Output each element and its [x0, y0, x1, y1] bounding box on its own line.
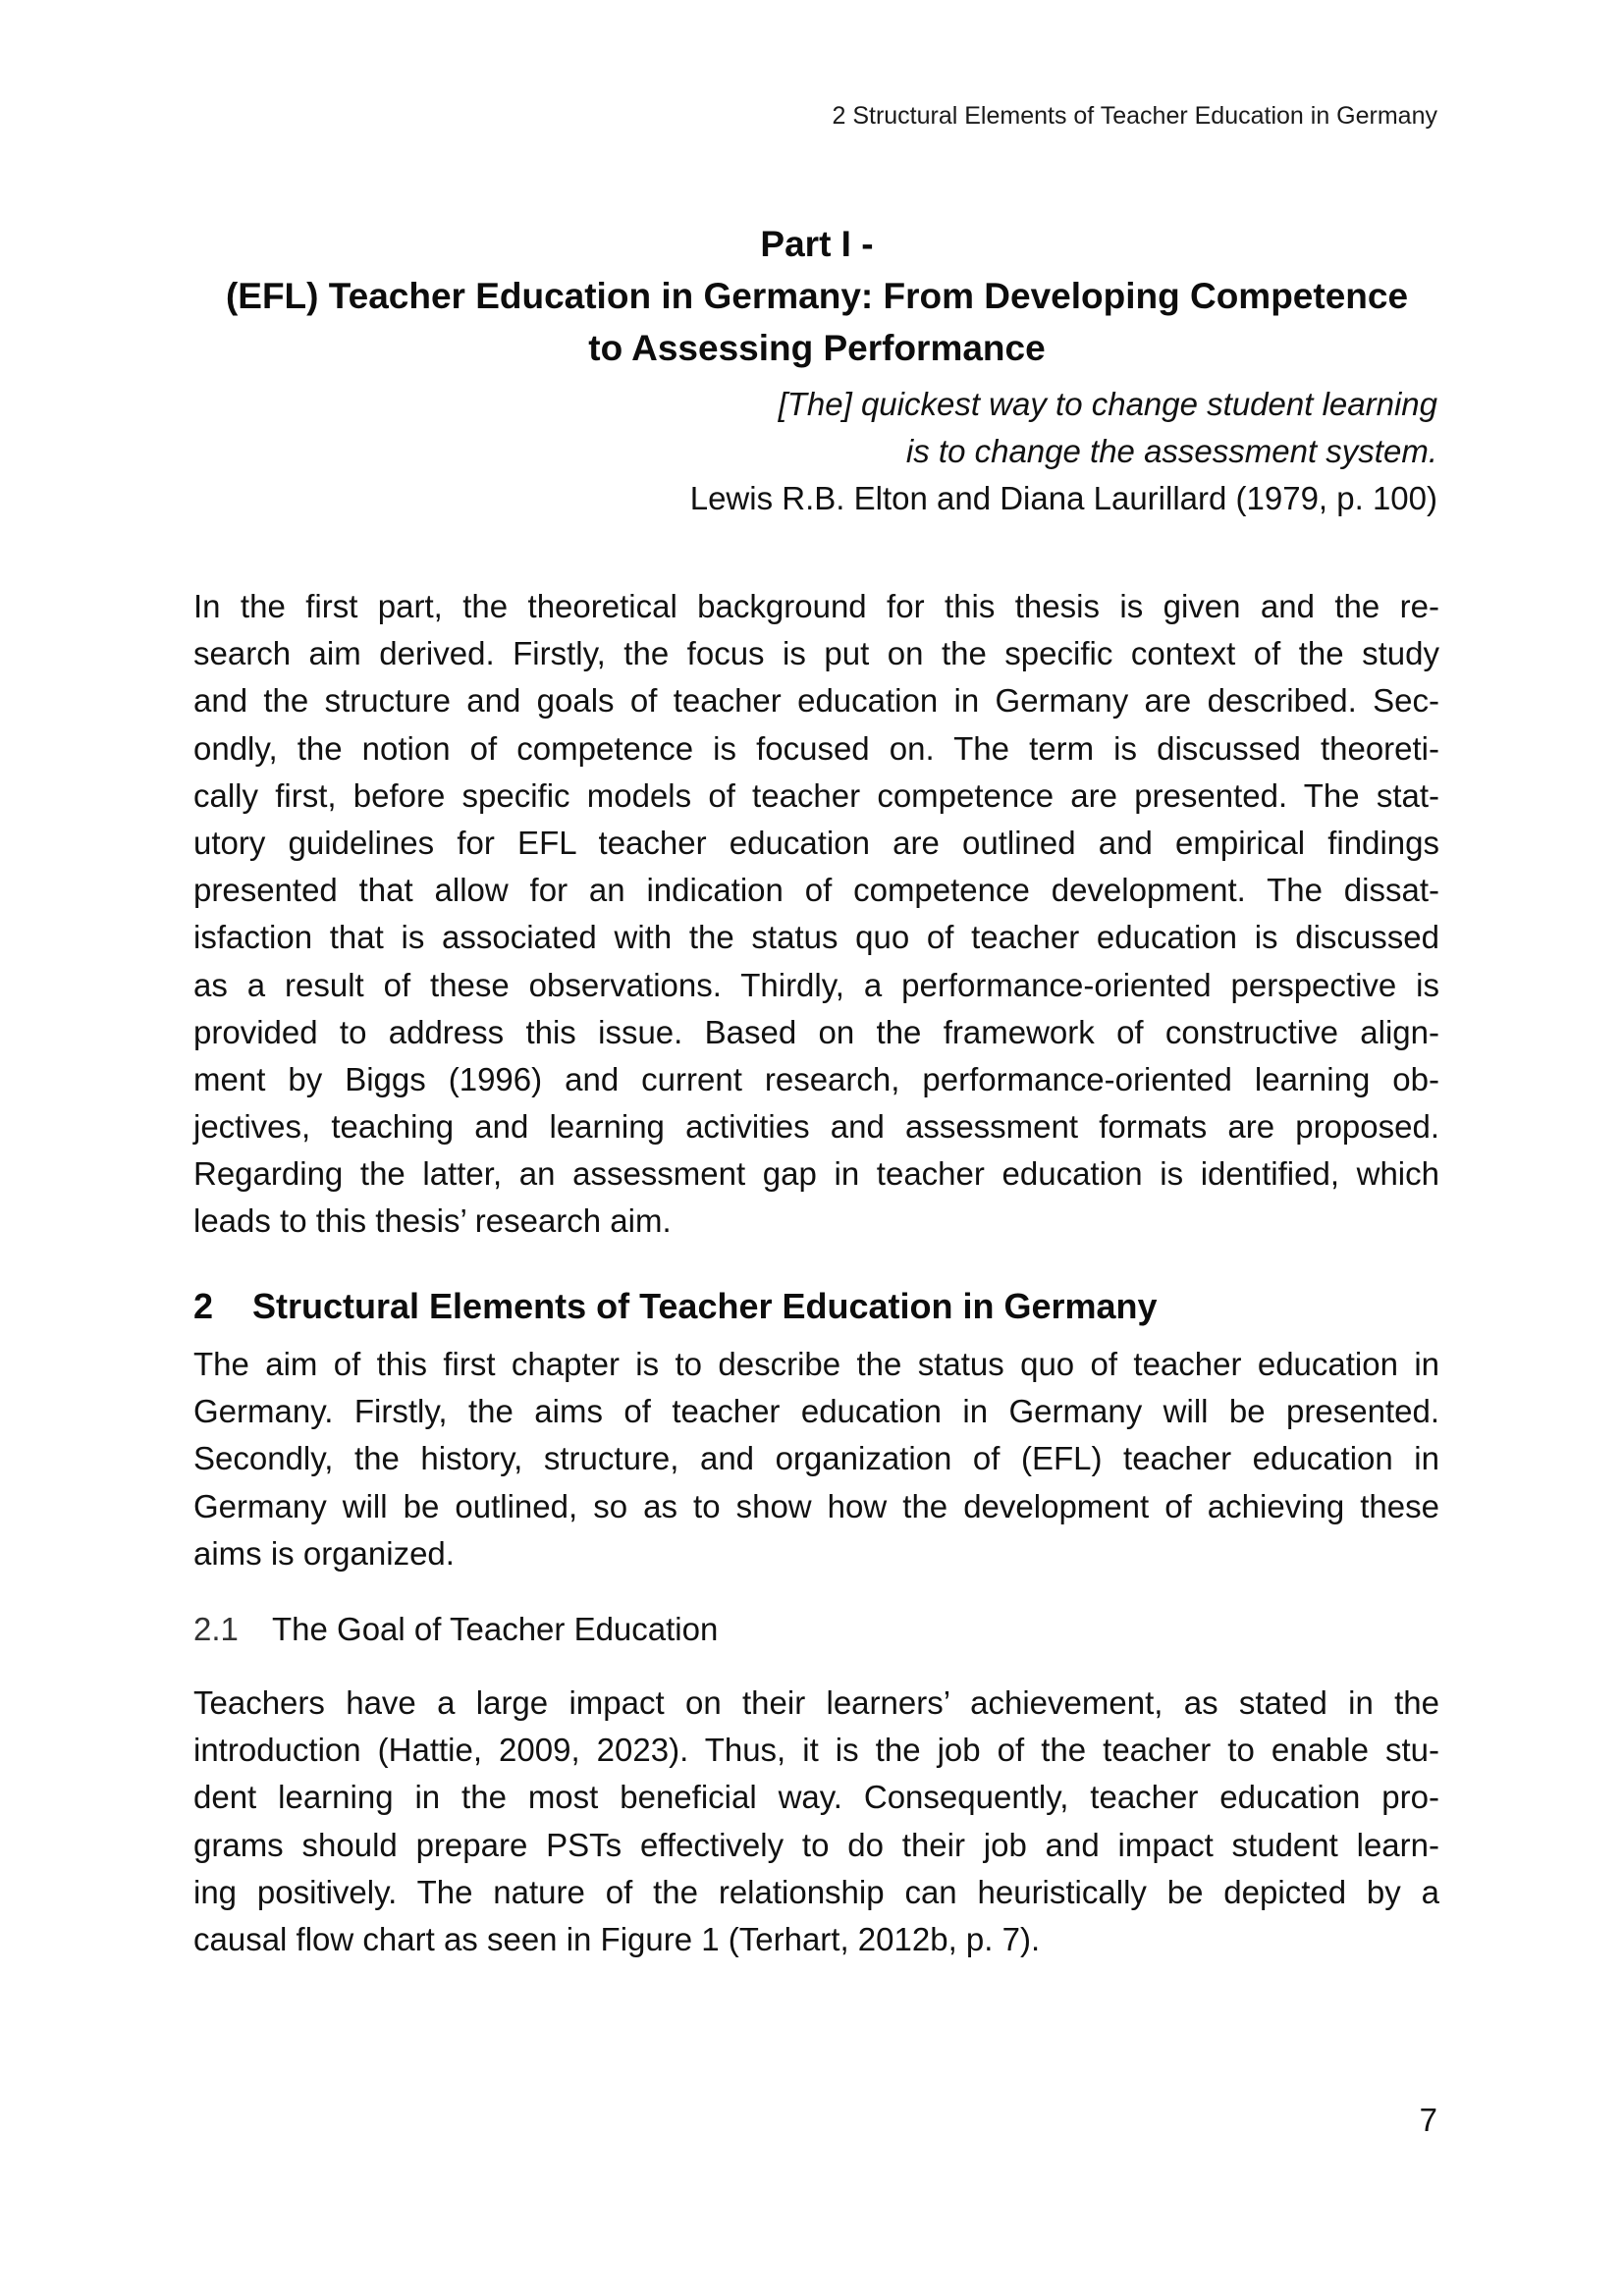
- paragraph-line: Teachers have a large impact on their learners’ achievement, as stated in the: [193, 1684, 1439, 1721]
- section-number: 2: [193, 1286, 214, 1326]
- paragraph-line: introduction (Hattie, 2009, 2023). Thus, it is the job of the teacher to enable stu-: [193, 1732, 1439, 1769]
- paragraph-line: jectives, teaching and learning activities and assessment formats are proposed.: [193, 1108, 1439, 1146]
- paragraph-line: Secondly, the history, structure, and organization of (EFL) teacher education in: [193, 1440, 1439, 1477]
- subsection-title: The Goal of Teacher Education: [272, 1611, 719, 1647]
- epigraph: [690, 381, 1437, 522]
- part-title: [193, 218, 1440, 374]
- section-paragraph: [193, 1341, 1439, 1577]
- paragraph-line: presented that allow for an indication of competence development. The dissat-: [193, 872, 1439, 909]
- page-number: 7: [1419, 2102, 1437, 2138]
- paragraph-line: causal flow chart as seen in Figure 1 (Terhart, 2012b, p. 7).: [193, 1920, 1041, 1957]
- paragraph-line: isfaction that is associated with the status quo of teacher education is discussed: [193, 919, 1439, 956]
- section-title: Structural Elements of Teacher Education in Germany: [252, 1286, 1158, 1326]
- paragraph-line: ondly, the notion of competence is focused on. The term is discussed theoreti-: [193, 729, 1439, 767]
- paragraph-line: Germany. Firstly, the aims of teacher education in Germany will be presented.: [193, 1393, 1439, 1430]
- part-title-subtitle: to Assessing Performance: [588, 328, 1046, 368]
- paragraph-line: provided to address this issue. Based on the framework of constructive align-: [193, 1013, 1439, 1050]
- intro-paragraph: [193, 583, 1439, 1246]
- paragraph-line: ing positively. The nature of the relationship can heuristically be depicted by a: [193, 1873, 1439, 1910]
- part-title-label: Part I -: [760, 224, 874, 264]
- paragraph-line: aims is organized.: [193, 1534, 455, 1572]
- epigraph-attribution: Lewis R.B. Elton and Diana Laurillard (1979, p. 100): [689, 480, 1437, 516]
- subsection-number: 2.1: [193, 1611, 239, 1647]
- running-header: 2 Structural Elements of Teacher Education in Germany: [832, 102, 1437, 130]
- paragraph-line: dent learning in the most beneficial way. Consequently, teacher education pro-: [193, 1779, 1439, 1816]
- paragraph-line: cally first, before specific models of teacher competence are presented. The stat-: [193, 776, 1439, 814]
- paragraph-line: leads to this thesis’ research aim.: [193, 1202, 672, 1240]
- paragraph-line: utory guidelines for EFL teacher education are outlined and empirical findings: [193, 824, 1439, 861]
- epigraph-quote-line: is to change the assessment system.: [905, 433, 1437, 469]
- paragraph-line: and the structure and goals of teacher education in Germany are described. Sec-: [193, 682, 1439, 720]
- subsection-paragraph: [193, 1680, 1439, 1963]
- paragraph-line: The aim of this first chapter is to describe the status quo of teacher education in: [193, 1346, 1439, 1382]
- paragraph-line: as a result of these observations. Thirdly, a performance-oriented perspective is: [193, 966, 1439, 1003]
- paragraph-line: Germany will be outlined, so as to show how the development of achieving these: [193, 1487, 1439, 1524]
- paragraph-line: In the first part, the theoretical background for this thesis is given and the re-: [193, 588, 1439, 624]
- paragraph-line: Regarding the latter, an assessment gap in teacher education is identified, which: [193, 1155, 1439, 1193]
- paragraph-line: ment by Biggs (1996) and current research, performance-oriented learning ob-: [193, 1060, 1439, 1097]
- section-heading: [193, 1282, 1158, 1331]
- paragraph-line: search aim derived. Firstly, the focus is put on the specific context of the study: [193, 635, 1439, 672]
- part-title-main: (EFL) Teacher Education in Germany: From Developing Competence: [225, 276, 1409, 316]
- subsection-heading: [193, 1606, 718, 1653]
- epigraph-quote-line: [The] quickest way to change student learning: [778, 386, 1437, 422]
- paragraph-line: grams should prepare PSTs effectively to do their job and impact student learn-: [193, 1826, 1439, 1863]
